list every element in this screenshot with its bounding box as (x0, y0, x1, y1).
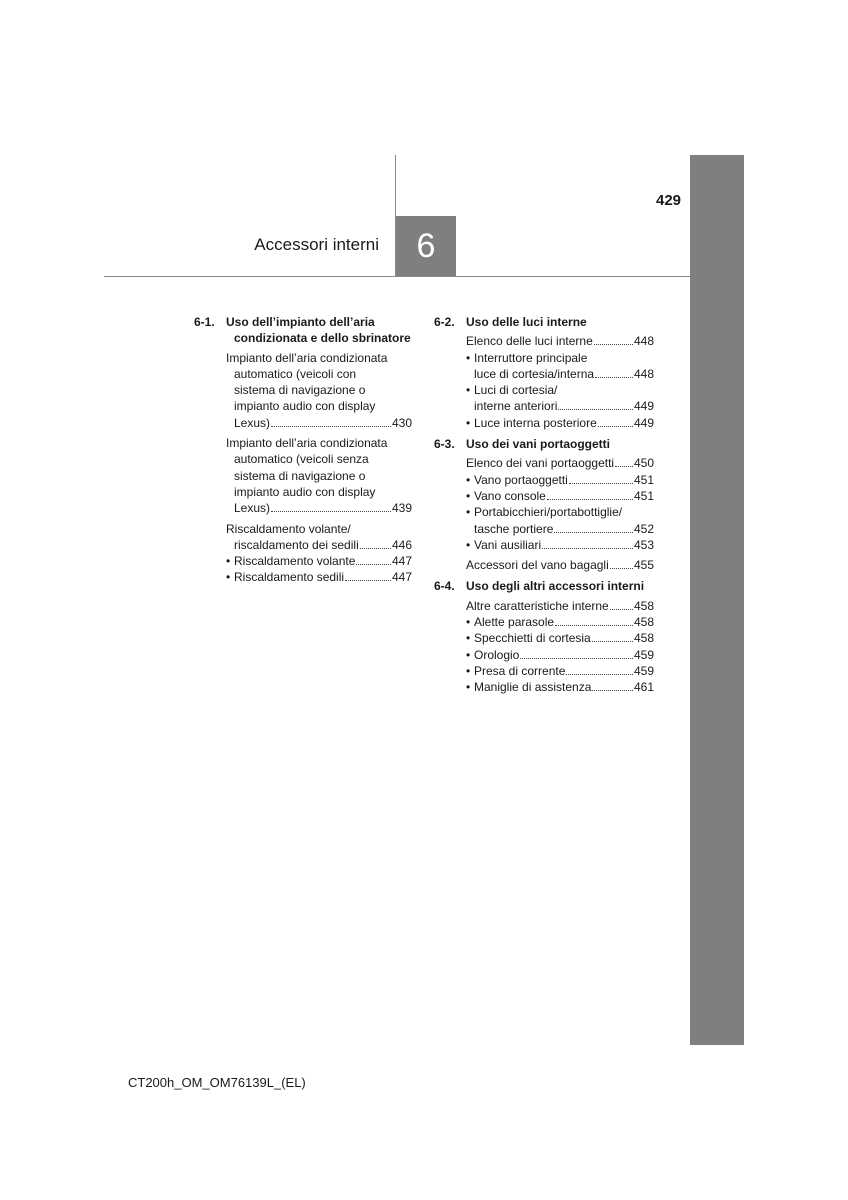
toc-section-heading[interactable] (194, 314, 412, 347)
section-number: 6-1. (194, 315, 215, 329)
bullet-icon: • (466, 383, 471, 398)
toc-entry[interactable]: Altre caratteristiche interne 458 (466, 598, 654, 613)
bullet-icon: • (466, 680, 471, 695)
toc-subentry[interactable]: • Riscaldamento sedili 447 (226, 570, 412, 585)
toc-subentry[interactable]: • Vano console 451 (466, 488, 654, 503)
toc-section-heading[interactable]: 6-4. Uso degli altri accessori interni (434, 579, 645, 594)
page-ref: 461 (633, 680, 654, 695)
toc-entry[interactable]: Impianto dell’aria condizionata automatico (veicoli senza sistema di navigazione o impianto audio con display Lexus) 439 (226, 436, 412, 516)
page-ref: 446 (391, 537, 412, 552)
chapter-title: Accessori interni (254, 235, 379, 254)
toc-entry[interactable]: Elenco delle luci interne 448 (466, 334, 654, 349)
toc-subentry[interactable]: • Vani ausiliari 453 (466, 537, 654, 552)
chapter-number: 6 (416, 226, 436, 265)
bullet-icon: • (466, 631, 471, 646)
bullet-icon: • (466, 488, 471, 503)
bullet-icon: • (466, 615, 471, 630)
page-ref: 458 (633, 598, 654, 613)
toc-subentry[interactable]: • Portabicchieri/portabottiglie/ tasche portiere 452 (466, 505, 654, 536)
bullet-icon: • (226, 554, 231, 569)
toc-entry[interactable]: Accessori del vano bagagli 455 (466, 558, 654, 573)
page-ref: 430 (391, 415, 412, 430)
page-ref: 439 (391, 501, 412, 516)
page-ref: 452 (633, 521, 654, 536)
page-ref: 455 (633, 558, 654, 573)
page-ref: 448 (633, 366, 654, 381)
toc-subentry[interactable]: • Orologio 459 (466, 647, 654, 662)
page-ref: 453 (633, 537, 654, 552)
header-horizontal-rule (104, 276, 690, 277)
toc-right-column (434, 314, 654, 696)
page-ref: 459 (633, 647, 654, 662)
footer-document-code: CT200h_OM_OM76139L_(EL) (128, 1075, 306, 1090)
chapter-side-tab (690, 155, 744, 1045)
page-number: 429 (656, 192, 682, 209)
page-ref: 449 (633, 415, 654, 430)
toc-subentry[interactable]: • Vano portaoggetti 451 (466, 472, 654, 487)
toc-subentry[interactable]: • Maniglie di assistenza 461 (466, 680, 654, 695)
page-ref: 458 (633, 631, 654, 646)
toc-subentry[interactable]: • Alette parasole 458 (466, 615, 654, 630)
bullet-icon: • (466, 472, 471, 487)
toc-subentry[interactable]: • Riscaldamento volante 447 (226, 554, 412, 569)
toc-entry[interactable]: Riscaldamento volante/ riscaldamento dei sedili 446 (226, 521, 412, 552)
bullet-icon: • (466, 415, 471, 430)
bullet-icon: • (466, 350, 471, 365)
page-ref: 448 (633, 334, 654, 349)
toc-subentry[interactable]: • Interruttore principale luce di cortesia/interna 448 (466, 350, 654, 381)
toc-left-column (194, 314, 412, 586)
toc-entry[interactable]: Impianto dell’aria condizionata automatico (veicoli con sistema di navigazione o impianto audio con display Lexus) 430 (226, 350, 412, 430)
bullet-icon: • (466, 505, 471, 520)
toc-section-heading[interactable]: 6-2. Uso delle luci interne (434, 315, 587, 329)
bullet-icon: • (466, 663, 471, 678)
chapter-number-box (396, 216, 456, 276)
bullet-icon: • (466, 537, 471, 552)
bullet-icon: • (466, 647, 471, 662)
page-ref: 459 (633, 663, 654, 678)
page-ref: 449 (633, 399, 654, 414)
toc-subentry[interactable]: • Luce interna posteriore 449 (466, 415, 654, 430)
page-ref: 447 (391, 554, 412, 569)
page-ref: 458 (633, 615, 654, 630)
page-ref: 450 (633, 456, 654, 471)
toc-section-heading[interactable]: 6-3. Uso dei vani portaoggetti (434, 437, 611, 452)
toc-subentry[interactable]: • Presa di corrente 459 (466, 663, 654, 678)
page-ref: 451 (633, 472, 654, 487)
page-ref: 451 (633, 488, 654, 503)
bullet-icon: • (226, 570, 231, 585)
toc-subentry[interactable]: • Specchietti di cortesia 458 (466, 631, 654, 646)
toc-entry[interactable]: Elenco dei vani portaoggetti 450 (466, 456, 654, 471)
toc-subentry[interactable]: • Luci di cortesia/ interne anteriori 449 (466, 383, 654, 414)
section-title: Uso dell’impianto dell’aria condizionata e dello sbrinatore (226, 315, 411, 346)
page-ref: 447 (391, 570, 412, 585)
